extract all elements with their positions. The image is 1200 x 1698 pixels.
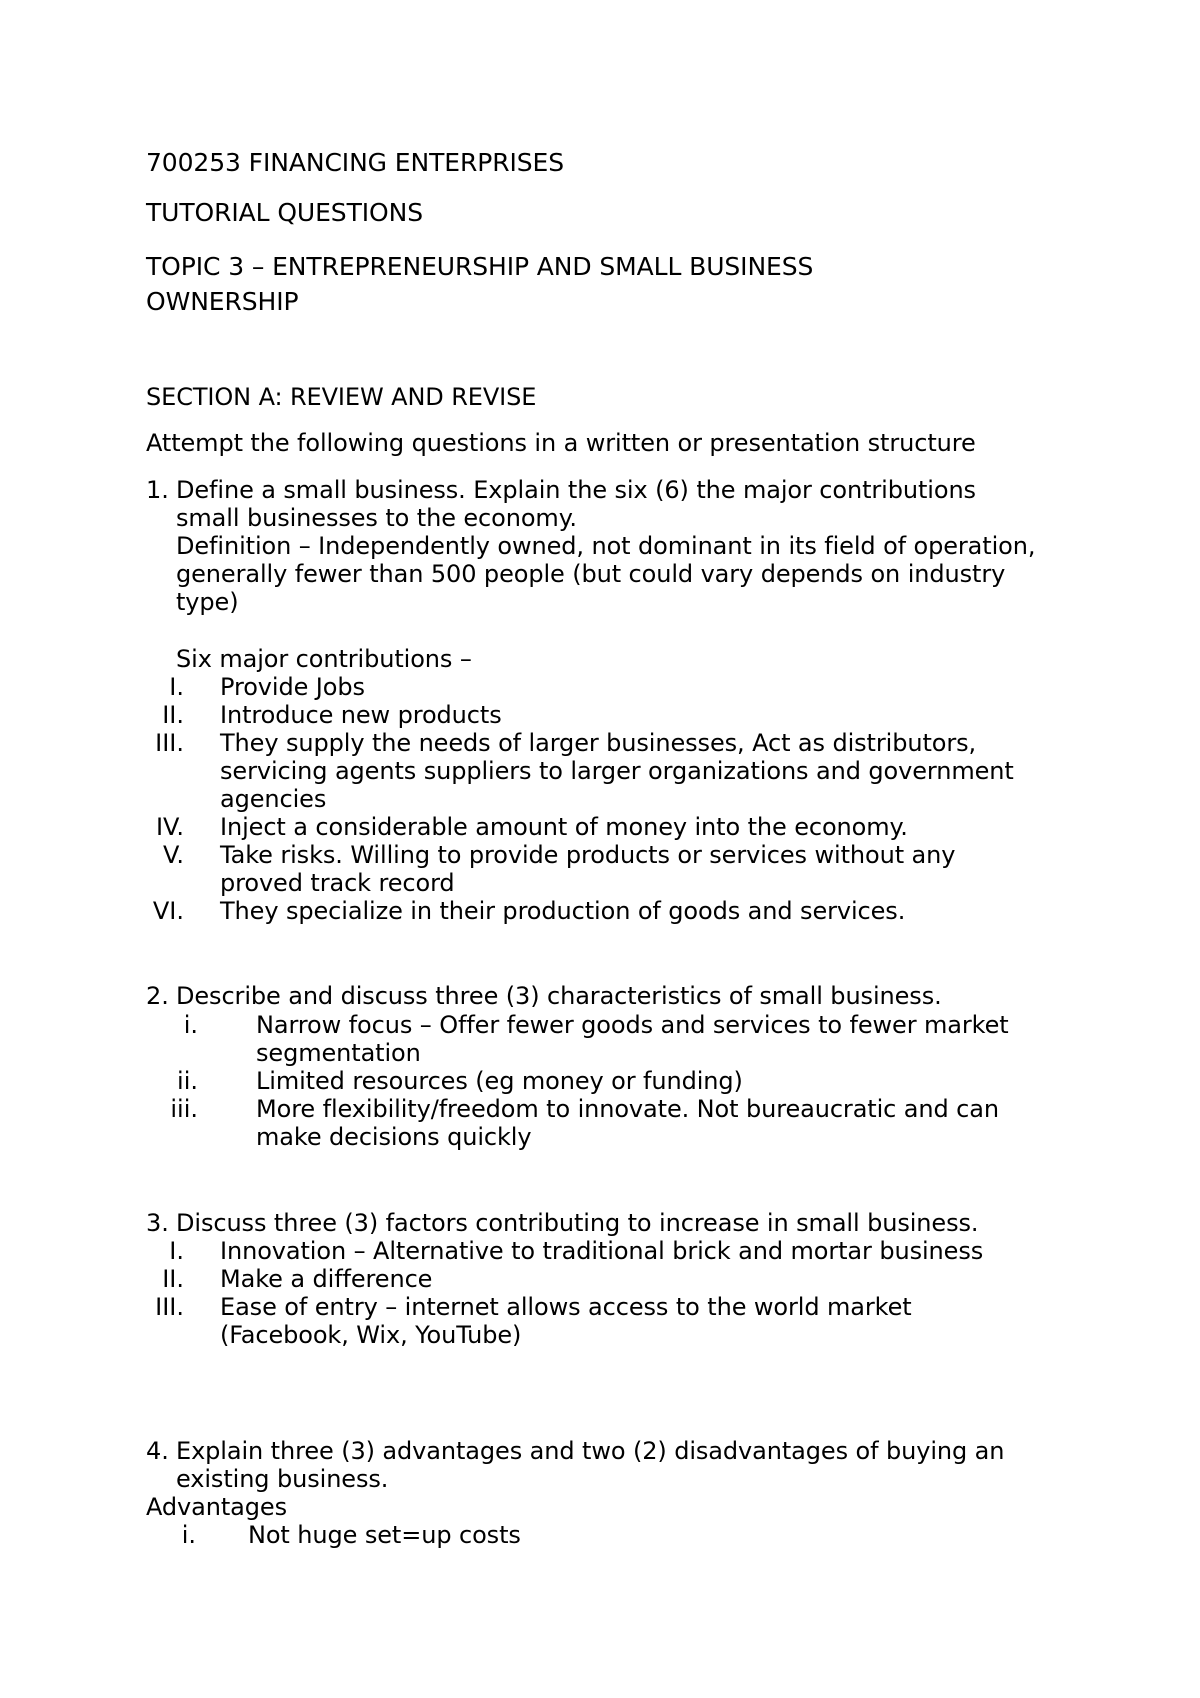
list-marker: III. xyxy=(155,729,184,757)
list-marker: iii. xyxy=(170,1095,198,1123)
question-text: Describe and discuss three (3) characteristics of small business. xyxy=(176,982,942,1010)
list-marker: V. xyxy=(163,841,184,869)
list-item: Make a difference xyxy=(220,1265,433,1293)
document-subtitle: TUTORIAL QUESTIONS xyxy=(146,198,423,227)
topic-title-line1: TOPIC 3 – ENTREPRENEURSHIP AND SMALL BUSINESS xyxy=(146,252,814,281)
list-item: They supply the needs of larger businesses, Act as distributors, xyxy=(220,729,977,757)
list-item-continued: make decisions quickly xyxy=(256,1123,532,1151)
question-text: Discuss three (3) factors contributing to increase in small business. xyxy=(176,1209,979,1237)
list-item-continued: segmentation xyxy=(256,1039,421,1067)
answer-subheading: Advantages xyxy=(146,1493,287,1521)
list-marker: i. xyxy=(183,1011,198,1039)
question-number: 4. xyxy=(146,1437,169,1465)
list-marker: II. xyxy=(162,701,184,729)
question-text: small businesses to the economy. xyxy=(176,504,577,532)
answer-subheading: Six major contributions – xyxy=(176,645,472,673)
list-item-continued: servicing agents suppliers to larger organizations and government xyxy=(220,757,1014,785)
answer-text: type) xyxy=(176,588,239,616)
list-item: Narrow focus – Offer fewer goods and services to fewer market xyxy=(256,1011,1009,1039)
list-marker: III. xyxy=(155,1293,184,1321)
list-marker: I. xyxy=(169,673,184,701)
list-marker: II. xyxy=(162,1265,184,1293)
list-item-continued: proved track record xyxy=(220,869,455,897)
topic-title-line2: OWNERSHIP xyxy=(146,287,299,316)
list-item-continued: agencies xyxy=(220,785,327,813)
list-item: Provide Jobs xyxy=(220,673,365,701)
list-item: More flexibility/freedom to innovate. Not bureaucratic and can xyxy=(256,1095,999,1123)
answer-text: Definition – Independently owned, not dominant in its field of operation, xyxy=(176,532,1036,560)
question-text: Define a small business. Explain the six (6) the major contributions xyxy=(176,476,976,504)
list-item: Innovation – Alternative to traditional brick and mortar business xyxy=(220,1237,984,1265)
list-item: Ease of entry – internet allows access to the world market xyxy=(220,1293,912,1321)
question-number: 1. xyxy=(146,476,169,504)
list-marker: IV. xyxy=(155,813,184,841)
question-number: 3. xyxy=(146,1209,169,1237)
list-item: They specialize in their production of goods and services. xyxy=(220,897,906,925)
list-marker: ii. xyxy=(177,1067,198,1095)
list-item-continued: (Facebook, Wix, YouTube) xyxy=(220,1321,522,1349)
list-item: Limited resources (eg money or funding) xyxy=(256,1067,743,1095)
list-item: Not huge set=up costs xyxy=(248,1521,521,1549)
section-heading: SECTION A: REVIEW AND REVISE xyxy=(146,383,537,411)
list-item: Introduce new products xyxy=(220,701,502,729)
list-item: Inject a considerable amount of money into the economy. xyxy=(220,813,908,841)
answer-text: generally fewer than 500 people (but could vary depends on industry xyxy=(176,560,1006,588)
section-instruction: Attempt the following questions in a written or presentation structure xyxy=(146,429,976,457)
question-text: Explain three (3) advantages and two (2) disadvantages of buying an xyxy=(176,1437,1005,1465)
question-text: existing business. xyxy=(176,1465,389,1493)
list-marker: VI. xyxy=(152,897,184,925)
list-item: Take risks. Willing to provide products or services without any xyxy=(220,841,956,869)
list-marker: I. xyxy=(169,1237,184,1265)
course-title: 700253 FINANCING ENTERPRISES xyxy=(146,148,564,177)
list-marker: i. xyxy=(181,1521,196,1549)
question-number: 2. xyxy=(146,982,169,1010)
